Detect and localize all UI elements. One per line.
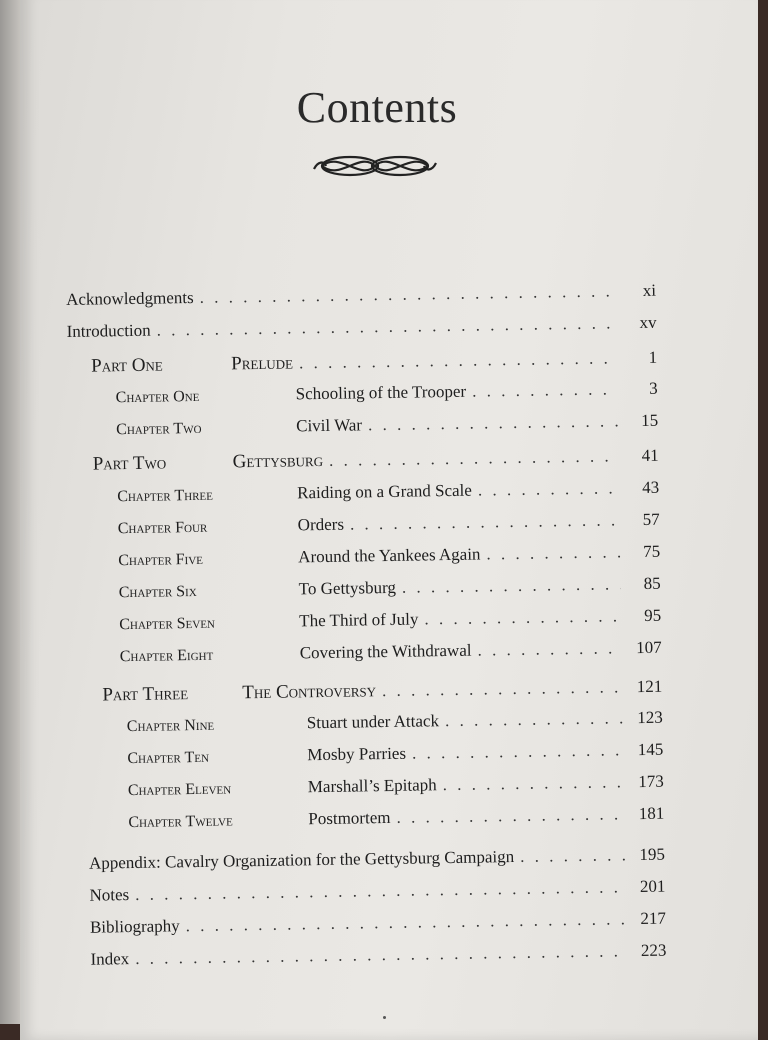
chapter-label: Chapter Eleven — [127, 780, 232, 800]
leader-dots — [350, 510, 620, 534]
part-title: Gettysburg — [232, 449, 324, 473]
chapter-title: Covering the Withdrawal — [299, 640, 472, 663]
toc-chapter-twelve[interactable] — [128, 804, 664, 836]
leader-dots — [186, 909, 627, 936]
part-title: The Controversy — [242, 680, 377, 704]
entry-title: Index — [90, 949, 130, 969]
leader-dots — [520, 845, 625, 867]
toc-chapter-six[interactable] — [119, 574, 661, 607]
entry-page-number: 41 — [641, 445, 659, 465]
entry-page-number: 123 — [637, 707, 663, 728]
chapter-label: Chapter Nine — [126, 716, 215, 736]
chapter-title: Postmortem — [308, 807, 391, 829]
leader-dots — [412, 740, 624, 763]
entry-page-number: xi — [642, 280, 657, 300]
chapter-title: Around the Yankees Again — [298, 544, 481, 567]
chapter-title: Marshall’s Epitaph — [307, 775, 437, 797]
entry-page-number: 75 — [643, 541, 661, 561]
toc-part-three[interactable] — [102, 676, 662, 709]
entry-page-number: 195 — [639, 844, 666, 865]
chapter-label: Chapter Twelve — [128, 812, 233, 832]
chapter-label: Chapter Four — [117, 518, 208, 538]
chapter-label: Chapter Six — [118, 582, 197, 602]
toc-entry-notes[interactable] — [89, 877, 665, 910]
leader-dots — [445, 708, 623, 731]
chapter-title: Stuart under Attack — [306, 711, 440, 733]
entry-page-number: 57 — [642, 509, 660, 529]
entry-page-number: 85 — [643, 573, 661, 593]
toc-part-two[interactable] — [93, 445, 659, 478]
chapter-label: Chapter Five — [118, 550, 204, 570]
part-title: Prelude — [231, 352, 294, 375]
leader-dots — [329, 446, 619, 471]
toc-chapter-three[interactable] — [117, 478, 659, 511]
leader-dots — [299, 348, 617, 373]
page-mark — [383, 1016, 386, 1019]
entry-page-number: xv — [639, 312, 657, 332]
flourish-ornament-icon — [310, 147, 440, 185]
toc-part-one[interactable] — [91, 347, 657, 380]
entry-page-number: 181 — [638, 803, 665, 824]
toc-chapter-four[interactable] — [118, 510, 660, 543]
chapter-label: Chapter One — [115, 387, 200, 407]
entry-page-number: 15 — [640, 410, 659, 430]
entry-page-number: 201 — [639, 876, 666, 897]
leader-dots — [368, 411, 618, 435]
leader-dots — [472, 379, 618, 401]
entry-page-number: 107 — [636, 637, 662, 658]
leader-dots — [382, 677, 623, 701]
leader-dots — [199, 281, 616, 308]
toc-chapter-eight[interactable] — [120, 638, 662, 671]
part-label: Part One — [91, 354, 163, 377]
toc-chapter-five[interactable] — [118, 542, 660, 575]
page-title: Contents — [296, 83, 458, 132]
entry-page-number: 3 — [648, 378, 658, 398]
toc-entry-appendix[interactable] — [89, 845, 665, 878]
entry-page-number: 223 — [640, 940, 667, 961]
entry-page-number: 217 — [640, 908, 667, 929]
leader-dots — [135, 877, 626, 905]
toc-entry-index[interactable] — [90, 941, 666, 974]
chapter-title: To Gettysburg — [298, 577, 397, 599]
leader-dots — [424, 606, 621, 629]
entry-page-number: 43 — [642, 477, 660, 497]
entry-page-number: 1 — [648, 347, 658, 367]
chapter-label: Chapter Three — [117, 486, 214, 506]
toc-entry-bibliography[interactable] — [90, 909, 666, 942]
book-page — [20, 0, 758, 1040]
chapter-title: The Third of July — [299, 609, 419, 631]
toc-chapter-eleven[interactable] — [128, 772, 664, 804]
part-label: Part Three — [102, 683, 189, 706]
entry-title: Notes — [89, 885, 130, 905]
chapter-title: Orders — [297, 514, 345, 535]
entry-title: Acknowledgments — [66, 287, 194, 309]
entry-title: Appendix: Cavalry Organization for the Gettysburg Campaign — [88, 847, 515, 873]
toc-chapter-seven[interactable] — [119, 606, 661, 639]
leader-dots — [486, 542, 620, 564]
chapter-label: Chapter Two — [116, 419, 202, 439]
part-label: Part Two — [92, 452, 167, 475]
chapter-title: Raiding on a Grand Scale — [297, 480, 473, 503]
entry-page-number: 95 — [644, 605, 662, 625]
toc-entry-introduction[interactable] — [67, 313, 657, 346]
entry-page-number: 173 — [638, 771, 664, 792]
chapter-label: Chapter Eight — [119, 646, 214, 666]
facing-page-edge — [0, 0, 22, 1024]
chapter-label: Chapter Seven — [119, 614, 216, 634]
entry-title: Introduction — [66, 320, 151, 341]
chapter-title: Civil War — [296, 415, 363, 436]
chapter-title: Mosby Parries — [307, 743, 407, 765]
leader-dots — [478, 478, 620, 500]
entry-title: Bibliography — [89, 916, 180, 937]
leader-dots — [135, 941, 627, 969]
leader-dots — [402, 574, 621, 597]
leader-dots — [157, 313, 617, 340]
entry-page-number: 145 — [637, 739, 664, 760]
table-of-contents — [66, 280, 706, 969]
chapter-label: Chapter Ten — [127, 748, 210, 768]
leader-dots — [477, 638, 621, 660]
toc-chapter-nine[interactable] — [127, 708, 663, 740]
toc-chapter-ten[interactable] — [127, 740, 663, 772]
toc-chapter-two[interactable] — [116, 411, 658, 444]
toc-chapter-one[interactable] — [116, 379, 658, 412]
leader-dots — [396, 804, 624, 828]
chapter-title: Schooling of the Trooper — [295, 381, 467, 404]
entry-page-number: 121 — [636, 676, 663, 697]
leader-dots — [443, 772, 624, 795]
toc-entry-acknowledgments[interactable] — [66, 281, 656, 314]
